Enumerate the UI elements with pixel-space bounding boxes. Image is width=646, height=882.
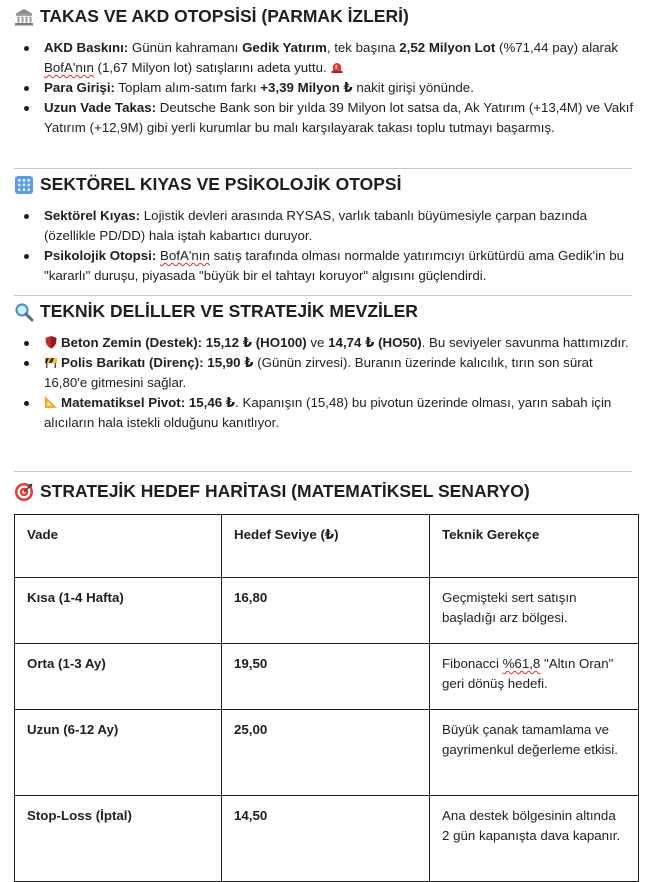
teknik-list bbox=[0, 333, 646, 433]
list-item: Matematiksel Pivot: 15,46 ₺. Kapanışın (15,48) bu pivotun üzerinde olması, yarın sabah için alıcıların hala istekli olduğunu kanıtlıyor. bbox=[0, 393, 646, 433]
bank-icon bbox=[14, 7, 34, 27]
table-row bbox=[15, 644, 639, 710]
siren-icon bbox=[330, 60, 344, 74]
sektorel-list bbox=[0, 206, 646, 286]
list-item: Uzun Vade Takas: Deutsche Bank son bir yılda 39 Milyon lot satsa da, Ak Yatırım (+13,4M) ve Vakıf Yatırım (+12,9M) gibi yerli kurumlar bu malı karşılayarak takası toplu tutmayı başarmış. bbox=[0, 98, 646, 138]
section-title-teknik bbox=[14, 301, 418, 322]
list-item: AKD Baskını: Günün kahramanı Gedik Yatırım, tek başına 2,52 Milyon Lot (%71,44 pay) alarak BofA'nın (1,67 Milyon lot) satışlarını adeta yuttu. bbox=[0, 38, 646, 78]
section-title-sektorel bbox=[14, 174, 401, 195]
section-title-text: TAKAS VE AKD OTOPSİSİ (PARMAK İZLERİ) bbox=[40, 6, 409, 26]
table-cell: Orta (1-3 Ay) bbox=[15, 644, 222, 710]
section-title-takas bbox=[14, 6, 409, 27]
barrier-icon bbox=[44, 355, 58, 369]
table-cell: Büyük çanak tamamlama ve gayrimenkul değerleme etkisi. bbox=[430, 710, 639, 796]
table-row bbox=[15, 578, 639, 644]
takas-list bbox=[0, 38, 646, 138]
list-item: Para Girişi: Toplam alım-satım farkı +3,39 Milyon ₺ nakit girişi yönünde. bbox=[0, 78, 646, 98]
table-cell: Uzun (6-12 Ay) bbox=[15, 710, 222, 796]
column-header: Teknik Gerekçe bbox=[430, 515, 639, 578]
table-cell: 25,00 bbox=[222, 710, 430, 796]
section-title-hedef bbox=[14, 481, 530, 502]
table-row bbox=[15, 796, 639, 882]
target-icon bbox=[14, 482, 34, 502]
table-row bbox=[15, 710, 639, 796]
shield-icon bbox=[44, 335, 58, 349]
table-cell: Fibonacci %61,8 "Altın Oran" geri dönüş hedefi. bbox=[430, 644, 639, 710]
divider bbox=[14, 471, 632, 472]
table-cell: 16,80 bbox=[222, 578, 430, 644]
table-cell: 14,50 bbox=[222, 796, 430, 882]
table-cell: Ana destek bölgesinin altında 2 gün kapanışta dava kapanır. bbox=[430, 796, 639, 882]
target-table bbox=[14, 514, 639, 882]
list-item: Psikolojik Otopsi: BofA'nın satış tarafında olması normalde yatırımcıyı ürkütürdü ama Gedik'in bu "kararlı" duruşu, piyasada "büyük bir el tahtayı koruyor" algısını güçlendirdi. bbox=[0, 246, 646, 286]
list-item: Polis Barikatı (Direnç): 15,90 ₺ (Günün zirvesi). Buranın üzerinde kalıcılık, tırın son sürat 16,80'e gitmesini sağlar. bbox=[0, 353, 646, 393]
section-title-text: TEKNİK DELİLLER VE STRATEJİK MEVZİLER bbox=[40, 301, 418, 321]
column-header: Hedef Seviye (₺) bbox=[222, 515, 430, 578]
table-header-row bbox=[15, 515, 639, 578]
table-cell: 19,50 bbox=[222, 644, 430, 710]
section-title-text: STRATEJİK HEDEF HARİTASI (MATEMATİKSEL SENARYO) bbox=[40, 481, 530, 501]
list-item: Sektörel Kıyas: Lojistik devleri arasında RYSAS, varlık tabanlı büyümesiyle çarpan bazında (özellikle PD/DD) hala iştah kabartıcı duruyor. bbox=[0, 206, 646, 246]
divider bbox=[14, 295, 632, 296]
table-cell: Kısa (1-4 Hafta) bbox=[15, 578, 222, 644]
column-header: Vade bbox=[15, 515, 222, 578]
chart-grid-icon bbox=[14, 175, 34, 195]
list-item: Beton Zemin (Destek): 15,12 ₺ (HO100) ve 14,74 ₺ (HO50). Bu seviyeler savunma hattımızdır. bbox=[0, 333, 646, 353]
triangle-ruler-icon bbox=[44, 395, 58, 409]
magnifier-icon bbox=[14, 302, 34, 322]
table-cell: Geçmişteki sert satışın başladığı arz bölgesi. bbox=[430, 578, 639, 644]
table-cell: Stop-Loss (İptal) bbox=[15, 796, 222, 882]
section-title-text: SEKTÖREL KIYAS VE PSİKOLOJİK OTOPSİ bbox=[40, 174, 402, 194]
divider bbox=[14, 168, 632, 169]
